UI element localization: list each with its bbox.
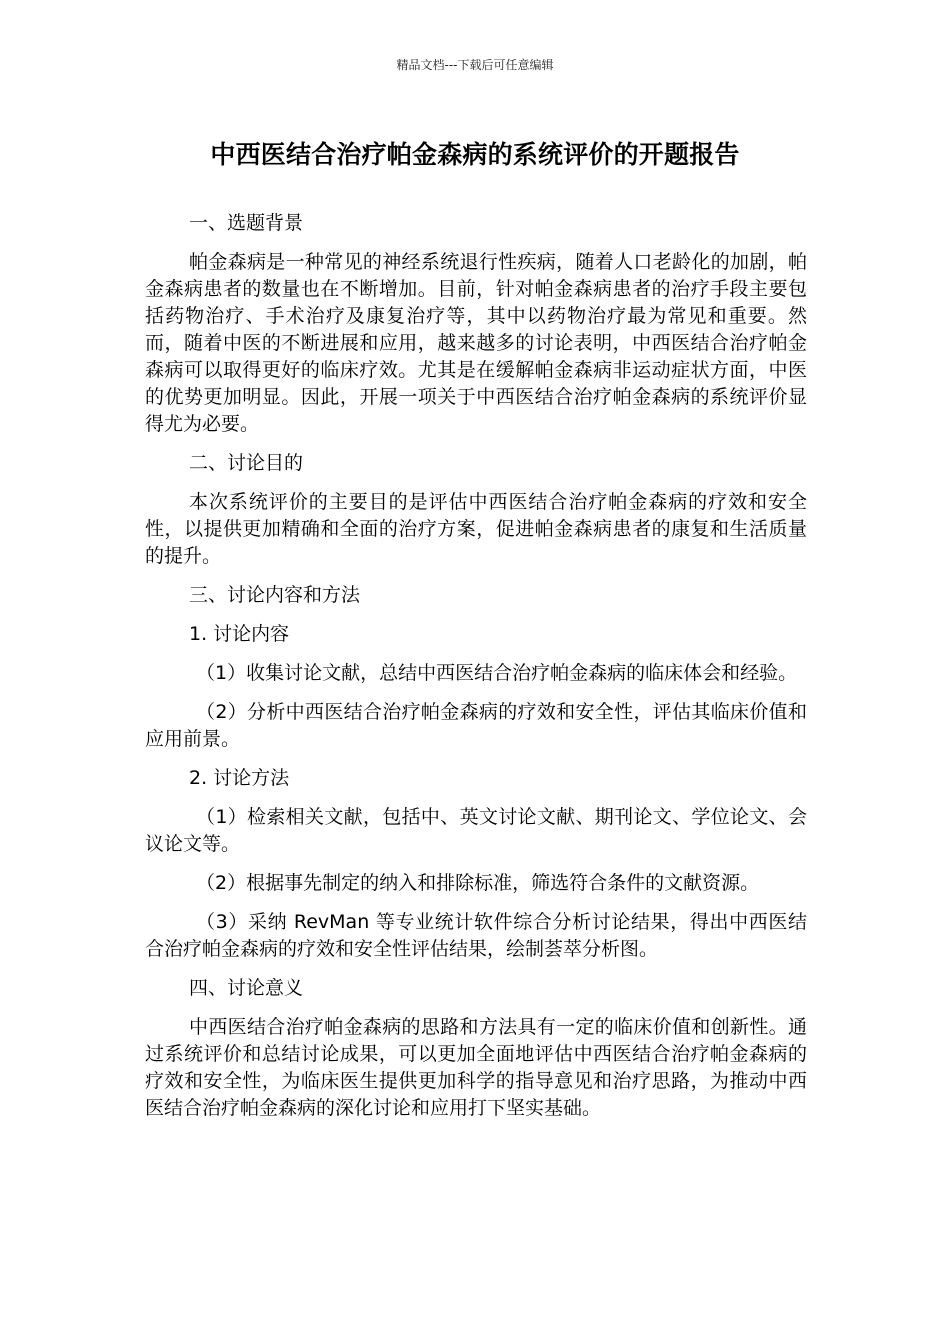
document-title: 中西医结合治疗帕金森病的系统评价的开题报告 bbox=[210, 140, 740, 169]
list-item-content-2: （2）分析中西医结合治疗帕金森病的疗效和安全性，评估其临床价值和应用前景。 bbox=[145, 701, 807, 750]
paragraph-background: 帕金森病是一种常见的神经系统退行性疾病，随着人口老龄化的加剧，帕金森病患者的数量也在不断增加。目前，针对帕金森病患者的治疗手段主要包括药物治疗、手术治疗及康复治疗等，其中以药物治疗最为常见和重要。然而，随着中医的不断进展和应用，越来越多的讨论表明，中西医结合治疗帕金森病可以取得更好的临床疗效。尤其是在缓解帕金森病非运动症状方面，中医的优势更加明显。因此，开展一项关于中西医结合治疗帕金森病的系统评价显得尤为必要。 bbox=[145, 251, 807, 435]
document-body bbox=[145, 210, 807, 1122]
list-item-content-1: （1）收集讨论文献，总结中西医结合治疗帕金森病的临床体会和经验。 bbox=[196, 662, 798, 684]
section-heading-background: 一、选题背景 bbox=[189, 212, 304, 234]
list-item-methods-1: （1）检索相关文献，包括中、英文讨论文献、期刊论文、学位论文、会议论文等。 bbox=[145, 806, 807, 855]
paragraph-significance: 中西医结合治疗帕金森病的思路和方法具有一定的临床价值和创新性。通过系统评价和总结讨论成果，可以更加全面地评估中西医结合治疗帕金森病的疗效和安全性，为临床医生提供更加科学的指导意见和治疗思路，为推动中西医结合治疗帕金森病的深化讨论和应用打下坚实基础。 bbox=[145, 1016, 807, 1119]
paragraph-purpose: 本次系统评价的主要目的是评估中西医结合治疗帕金森病的疗效和安全性，以提供更加精确和全面的治疗方案，促进帕金森病患者的康复和生活质量的提升。 bbox=[145, 491, 807, 567]
section-heading-content-methods: 三、讨论内容和方法 bbox=[189, 584, 361, 606]
section-heading-purpose: 二、讨论目的 bbox=[189, 452, 304, 474]
list-item-methods-2: （2）根据事先制定的纳入和排除标准，筛选符合条件的文献资源。 bbox=[196, 872, 760, 894]
section-heading-significance: 四、讨论意义 bbox=[189, 977, 304, 999]
subheading-methods: 2. 讨论方法 bbox=[189, 767, 290, 789]
page-header-note: 精品文档---下载后可任意编辑 bbox=[396, 58, 554, 72]
list-item-methods-3: （3）采纳 RevMan 等专业统计软件综合分析讨论结果，得出中西医结合治疗帕金森病的疗效和安全性评估结果，绘制荟萃分析图。 bbox=[145, 911, 807, 960]
subheading-content: 1. 讨论内容 bbox=[189, 623, 290, 645]
